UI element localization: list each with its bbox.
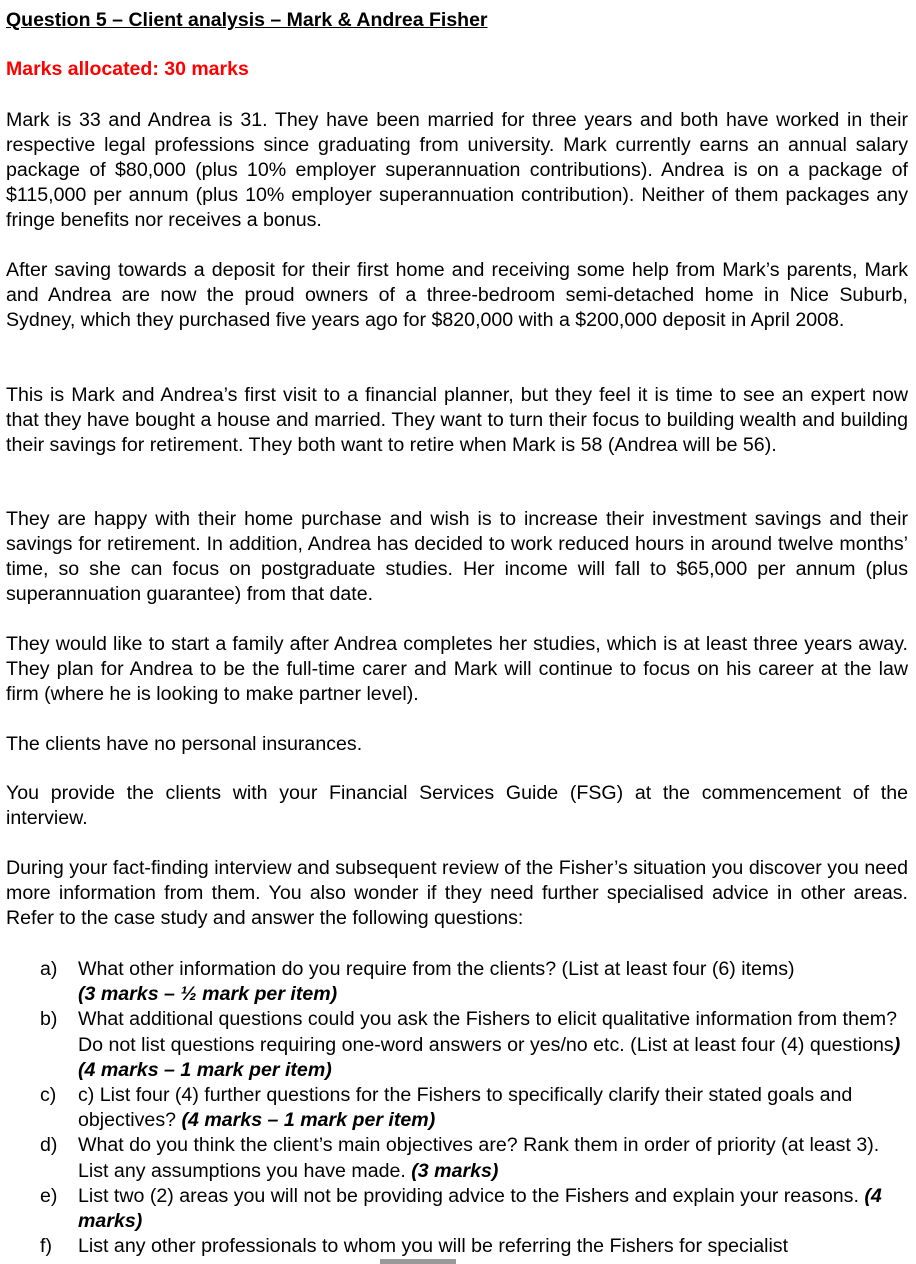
question-text: List two (2) areas you will not be providing advice to the Fishers and explain your reasons. (78, 1184, 865, 1207)
paragraph-instructions: During your fact-finding interview and subsequent review of the Fisher’s situation you discover you need more information from them. You also wonder if they need further specialised advice in other areas. Refer to the case study and answer the following questions: (6, 857, 908, 929)
list-item (40, 1007, 908, 1083)
list-item (40, 1083, 908, 1133)
question-marks: (4 marks) (78, 1184, 882, 1233)
list-item (40, 957, 908, 1007)
list-marker: b) (40, 1008, 58, 1031)
question-marks: (4 marks – 1 mark per item) (181, 1109, 436, 1132)
list-marker: d) (40, 1134, 58, 1157)
list-marker: f) (40, 1235, 52, 1258)
scroll-indicator (380, 1259, 456, 1264)
question-marks: ) (4 marks – 1 mark per item) (78, 1033, 901, 1081)
paragraph-background: Mark is 33 and Andrea is 31. They have been married for three years and both have worked in their respective legal professions since graduating from university. Mark currently earns an annual salary package of $80,000 (plus 10% employer superannuation contributions). Andrea is on a package of $115,000 per annum (plus 10% employer superannuation contribution). Neither of them packages any fringe benefits nor receives a bonus. (6, 109, 908, 231)
question-text: What additional questions could you ask the Fishers to elicit qualitative information from them? Do not list questions requiring one-word answers or yes/no etc. (List at least four (4) questions (78, 1008, 897, 1056)
paragraph-goals: They are happy with their home purchase and wish is to increase their investment savings and their savings for retirement. In addition, Andrea has decided to work reduced hours in around twelve months’ time, so she can focus on postgraduate studies. Her income will fall to $65,000 per annum (plus superannuation guarantee) from that date. (6, 508, 908, 605)
list-item (40, 1133, 908, 1183)
question-list (40, 957, 908, 1259)
question-text: What do you think the client’s main objectives are? Rank them in order of priority (at least 3). List any assumptions you have made. (78, 1134, 880, 1182)
marks-allocated: Marks allocated: 30 marks (6, 58, 249, 80)
list-item (40, 1184, 908, 1234)
list-marker: e) (40, 1184, 58, 1207)
paragraph-insurance: The clients have no personal insurances. (6, 733, 363, 755)
paragraph-fsg: You provide the clients with your Financial Services Guide (FSG) at the commencement of the interview. (6, 782, 908, 829)
question-marks: (3 marks – ½ mark per item) (78, 983, 338, 1006)
list-item (40, 1234, 908, 1259)
question-text: What other information do you require from the clients? (List at least four (6) items) (78, 958, 795, 980)
question-title: Question 5 – Client analysis – Mark & Andrea Fisher (6, 9, 488, 31)
paragraph-home: After saving towards a deposit for their first home and receiving some help from Mark’s parents, Mark and Andrea are now the proud owners of a three-bedroom semi-detached home in Nice Suburb, Sydney, which they purchased five years ago for $820,000 with a $200,000 deposit in April 2008. (6, 259, 908, 331)
paragraph-family: They would like to start a family after Andrea completes her studies, which is at least three years away. They plan for Andrea to be the full-time carer and Mark will continue to focus on his career at the law firm (where he is looking to make partner level). (6, 633, 908, 705)
question-text: c) List four (4) further questions for the Fishers to specifically clarify their stated goals and objectives? (78, 1084, 853, 1132)
question-marks: (3 marks) (411, 1159, 499, 1182)
paragraph-first-visit: This is Mark and Andrea’s first visit to a financial planner, but they feel it is time to see an expert now that they have bought a house and married. They want to turn their focus to building wealth and building their savings for retirement. They both want to retire when Mark is 58 (Andrea will be 56). (6, 384, 908, 456)
list-marker: c) (40, 1084, 57, 1107)
list-marker: a) (40, 958, 58, 980)
question-text: List any other professionals to whom you will be referring the Fishers for specialist (78, 1235, 789, 1258)
